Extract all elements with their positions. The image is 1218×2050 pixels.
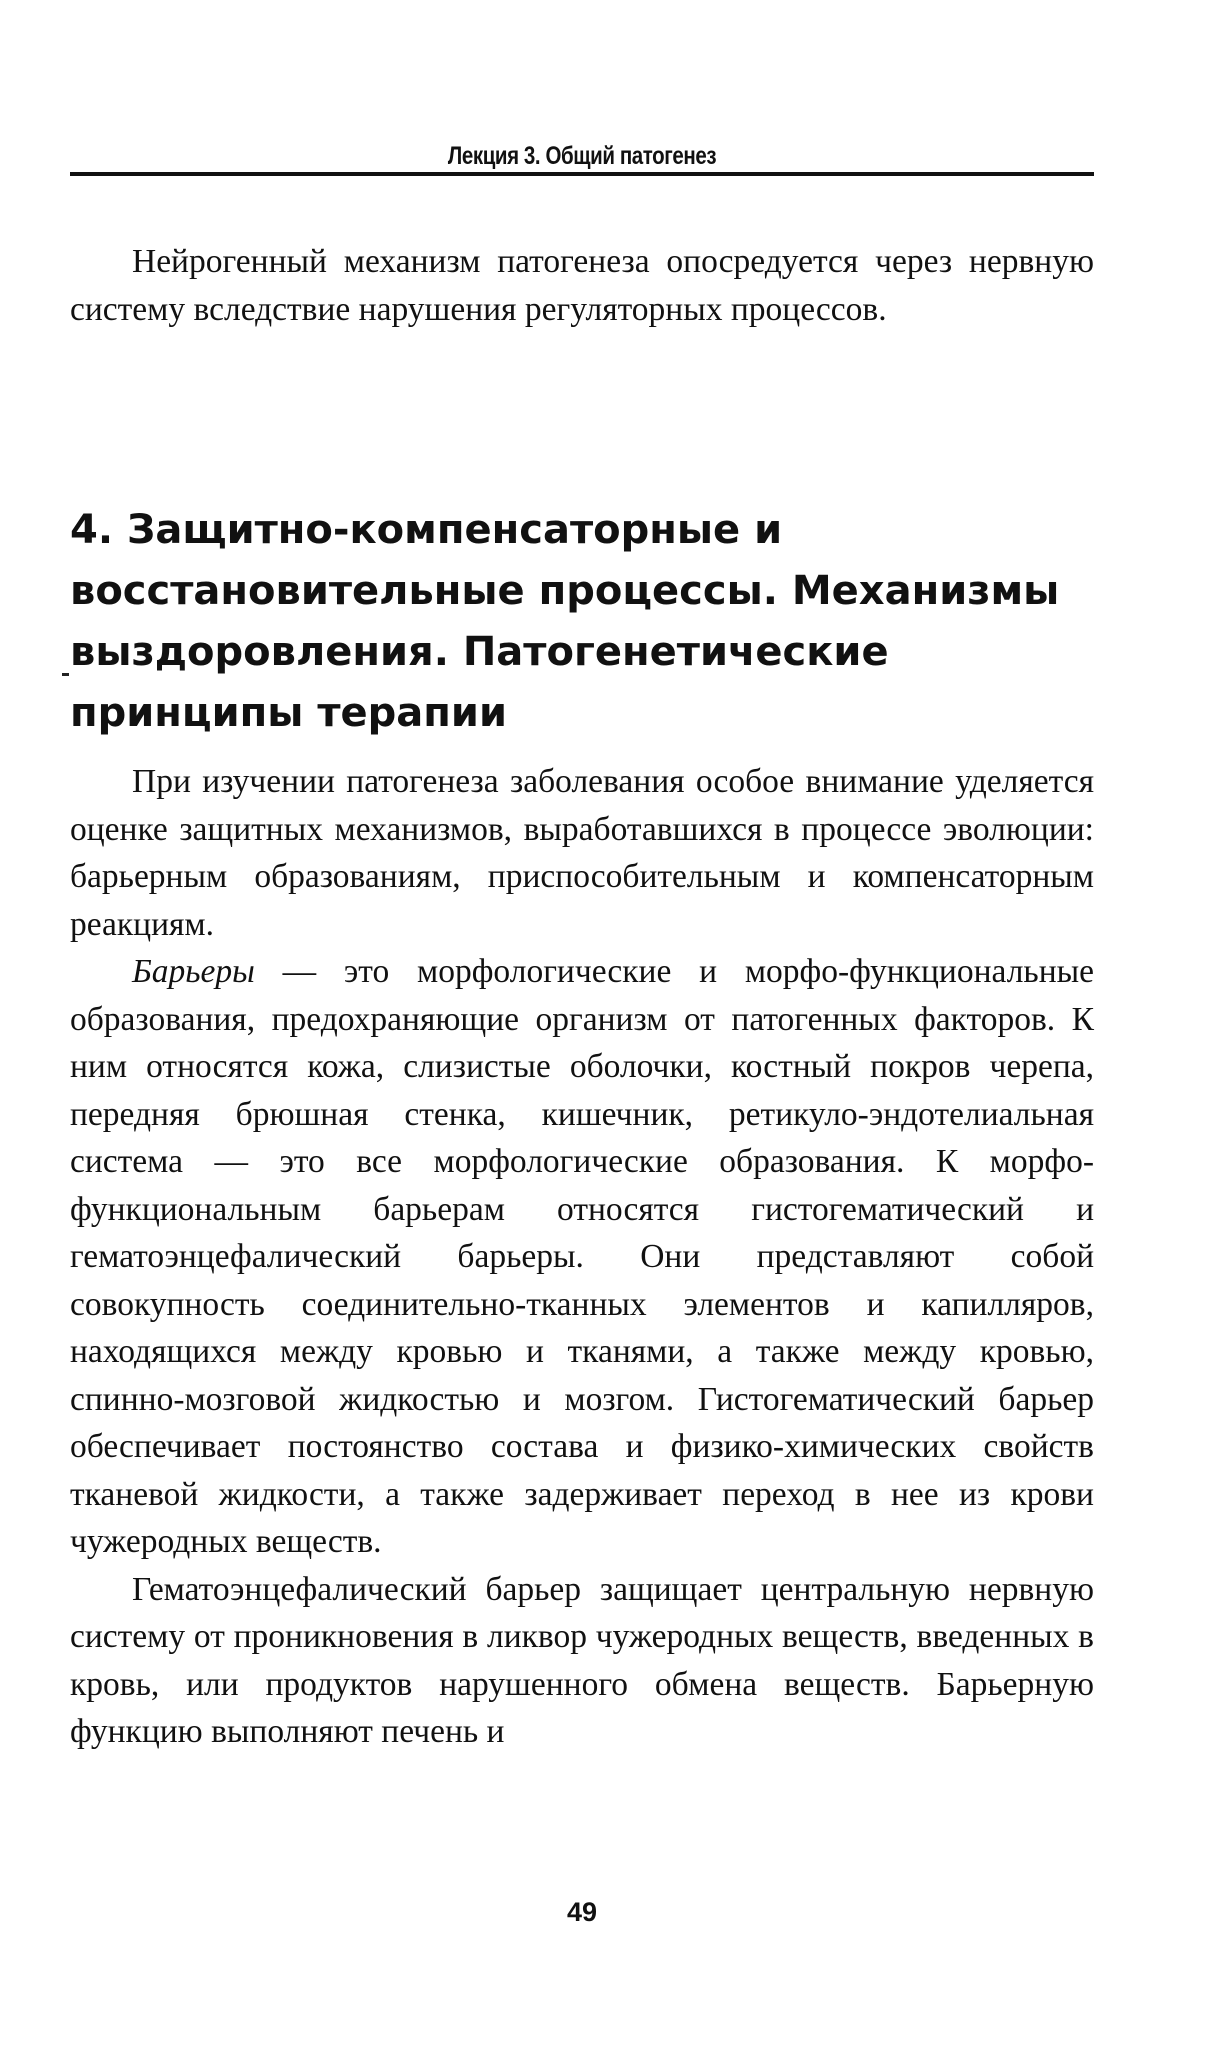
paragraph-1: При изучении патогенеза заболевания особое внимание уделяется оценке защитных механизмов, выработавшихся в процессе эволюции: барьерным образованиям, приспособительным и компенсаторным реакциям. [70,763,1094,943]
section-heading: 4. Защитно-компенсаторные и восстановительные процессы. Механизмы выздоровления. Патогенетические принципы терапии [70,507,1060,736]
margin-dash-mark [62,673,69,676]
main-text [70,758,1094,1756]
paragraph-2 [70,948,1094,1566]
paragraph-3: Гематоэнцефалический барьер защищает центральную нервную систему от проникновения в ликвор чужеродных веществ, введенных в кровь, или продуктов нарушенного обмена веществ. Барьерную функцию выполняют печень и [70,1570,1094,1750]
header-rule [70,172,1094,176]
page-number: 49 [566,1897,598,1927]
term-barriers: Барьеры [132,953,255,990]
paragraph-2-text: — это морфологические и морфо-функциональные образования, предохраняющие организм от патогенных факторов. К ним относятся кожа, слизистые оболочки, костный покров черепа, передняя брюшная стенка, кишечник, ретикуло-эндотелиальная система — это все морфологические образования. К морфо-функциональным барьерам относятся гистогематический и гематоэнцефалический барьеры. Они представляют собой совокупность соединительно-тканных элементов и капилляров, находящихся между кровью и тканями, а также между кровью, спинно-мозговой жидкостью и мозгом. Гистогематический барьер обеспечивает постоянство состава и физико-химических свойств тканевой жидкости, а также задерживает переход в нее из крови чужеродных веществ. [70,953,1094,1560]
running-head: Лекция 3. Общий патогенез [447,142,717,170]
intro-block [70,238,1094,333]
intro-paragraph: Нейрогенный механизм патогенеза опосредуется через нервную систему вследствие нарушения регуляторных процессов. [70,243,1094,328]
